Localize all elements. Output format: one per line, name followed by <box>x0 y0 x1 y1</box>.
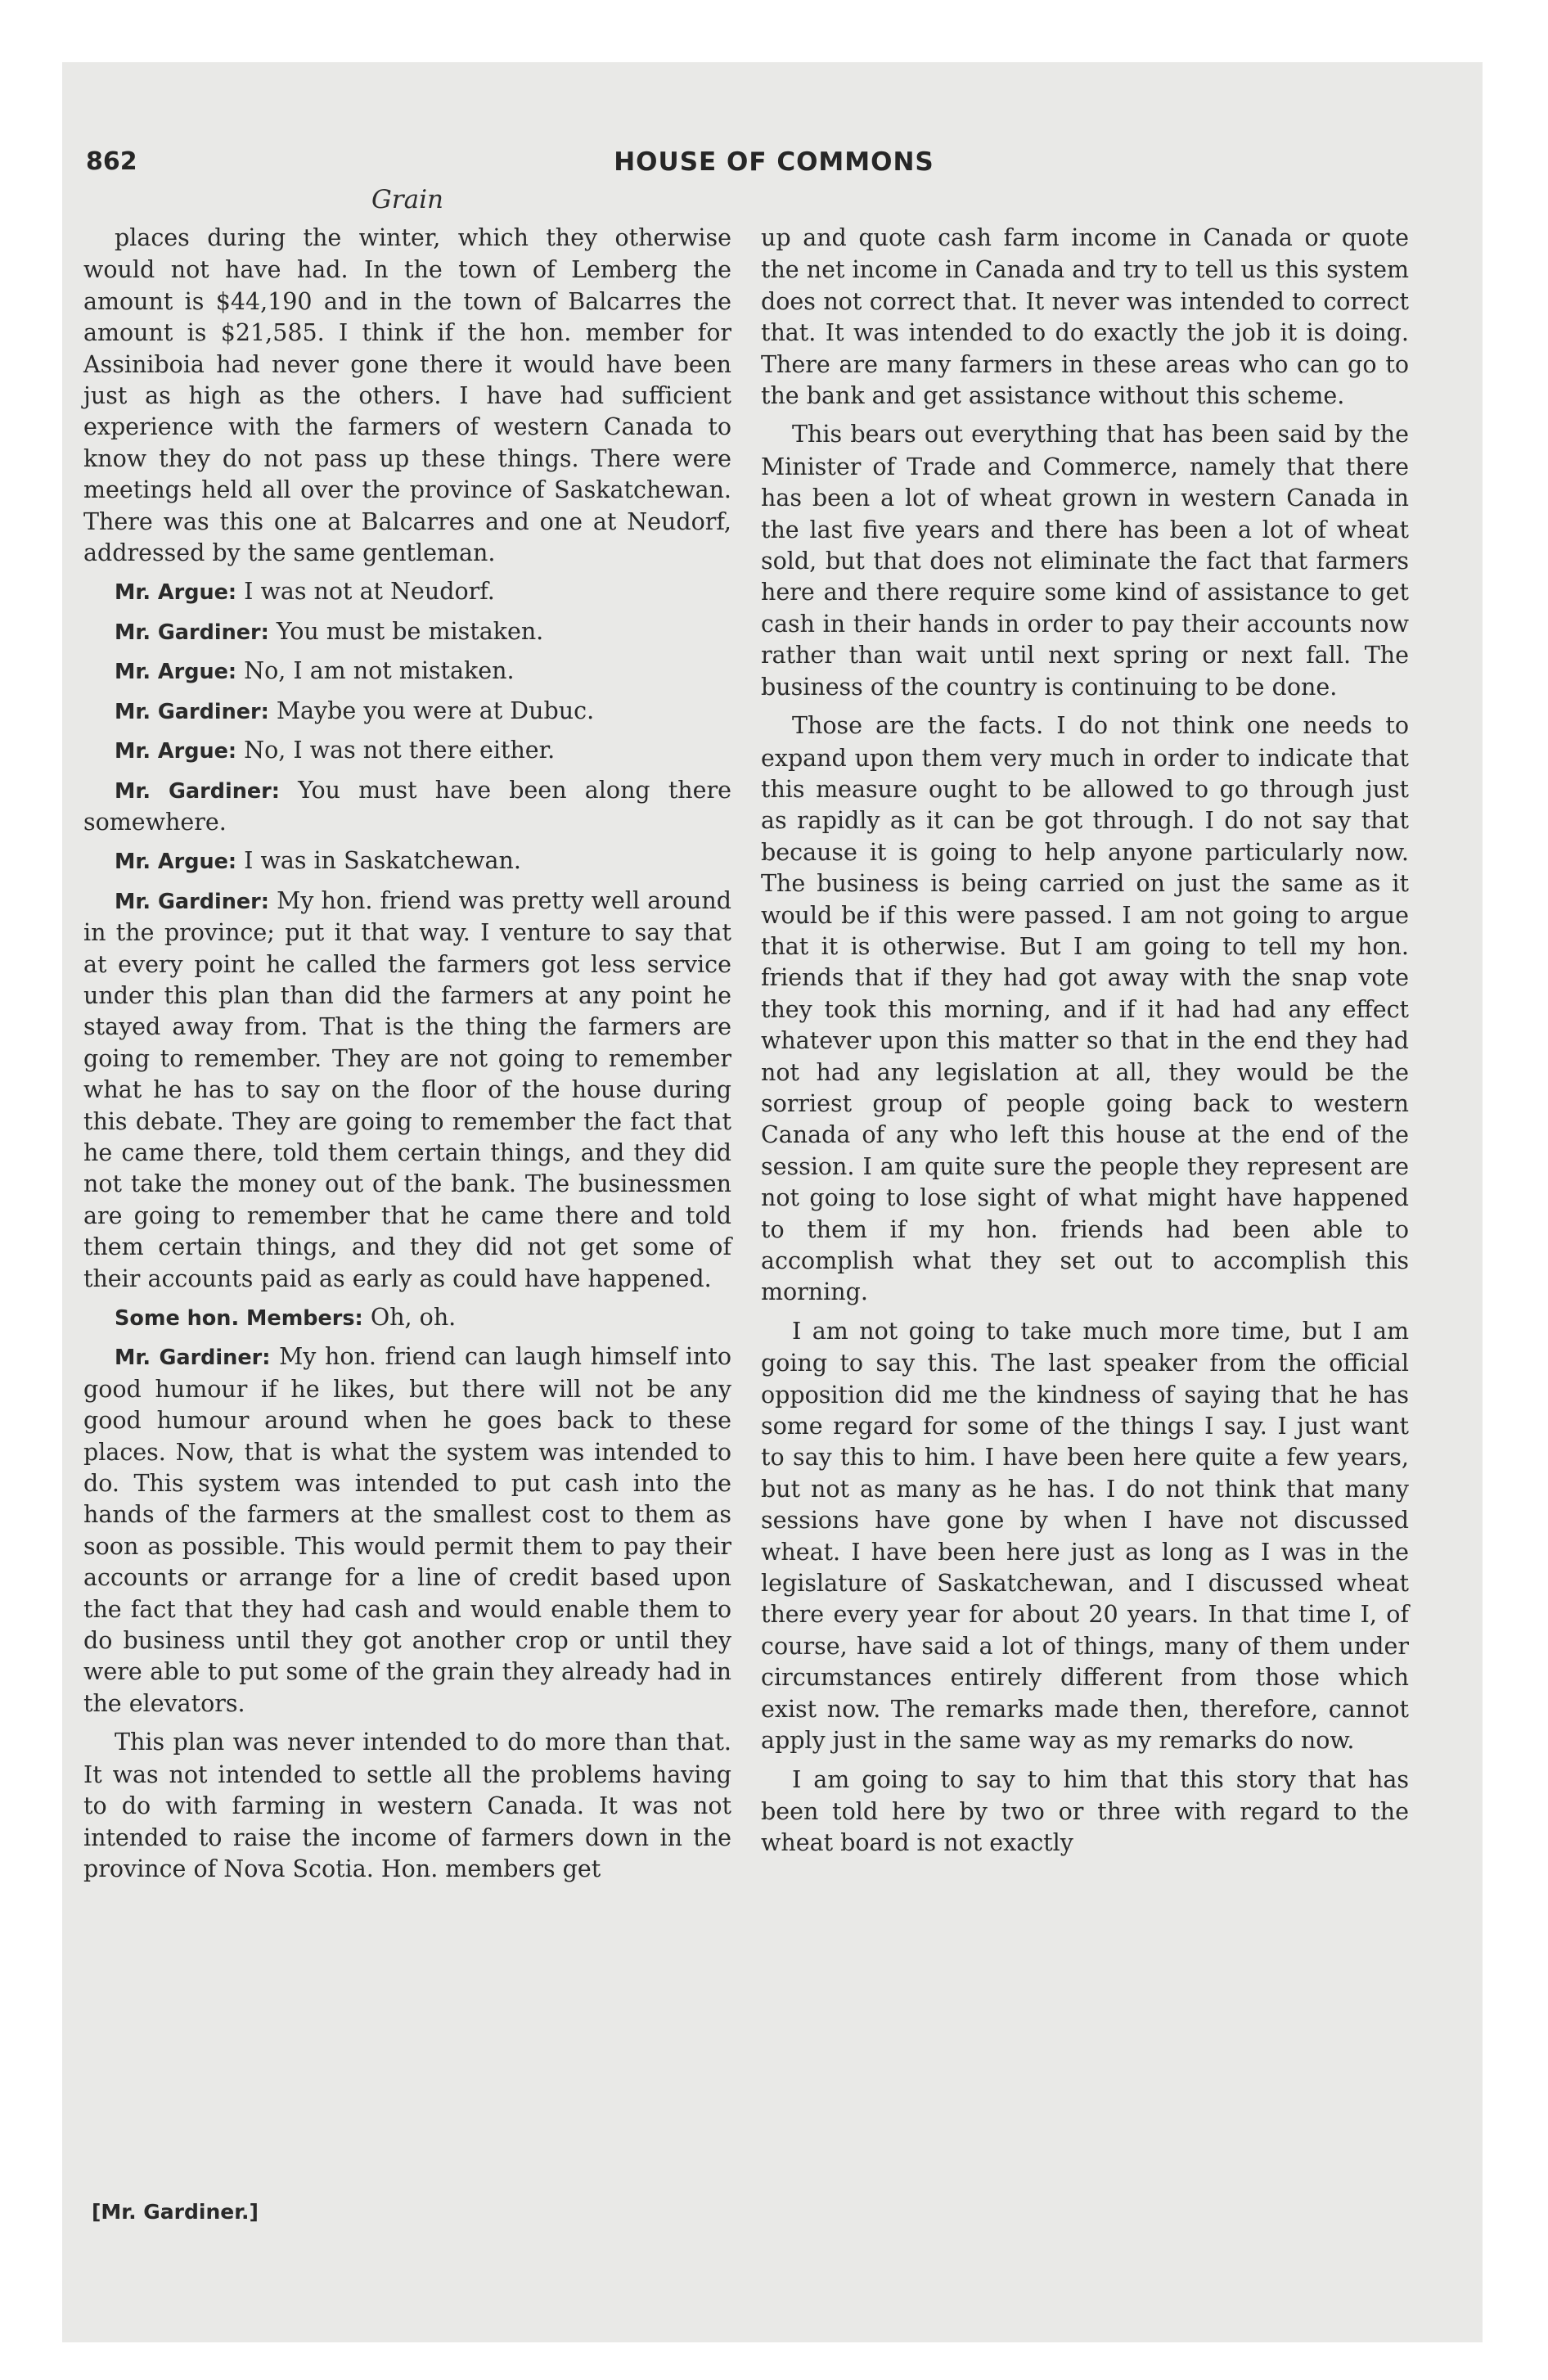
speaker-label: Mr. Gardiner: <box>115 778 280 804</box>
speaker-label: Mr. Argue: <box>115 739 237 764</box>
paragraph <box>761 710 1409 1309</box>
paragraph-text: No, I was not there either. <box>244 737 556 764</box>
right-column <box>761 223 1409 1867</box>
page-subject: Grain <box>371 185 443 214</box>
paragraph <box>83 616 731 648</box>
paragraph <box>83 1727 731 1885</box>
paragraph-text: My hon. friend was pretty well around in the province; put it that way. I venture to say that at every point he called the farmers got less service under this plan than did the farmers at any point he stayed away from. That is the thing the farmers are going to remember. They are not going to remember what he has to say on the floor of the house during this debate. They are going to remember the fact that he came there, told them certain things, and they did not take the money out of the bank. The businessmen are going to remember that he came there and told them certain things, and they did not get some of their accounts paid as early as could have happened. <box>83 886 732 1292</box>
paragraph-text: I was in Saskatchewan. <box>244 847 521 875</box>
page-number: 862 <box>86 147 137 176</box>
paragraph-text: This bears out everything that has been said by the Minister of Trade and Commerce, namely that there has been a lot of wheat grown in western Canada in the last five years and there has been a lot of wheat sold, but that does not eliminate the fact that farmers here and there require some kind of assistance to get cash in their hands in order to pay their accounts now rather than wait until next spring or next fall. The business of the country is continuing to be done. <box>761 421 1409 701</box>
paragraph-text: Those are the facts. I do not think one needs to expand upon them very much in order to indicate that this measure ought to be allowed to go through just as rapidly as it can be got through. I do not say that because it is going to help anyone particularly now. The business is being carried on just the same as it would be if this were passed. I am not going to argue that it is otherwise. But I am going to tell my hon. friends that if they had got away with the snap vote they took this morning, and if it had had any effect whatever upon this matter so that in the end they had not had any legislation at all, they would be the sorriest group of people going back to western Canada of any who left this house at the end of the session. I am quite sure the people they represent are not going to lose sight of what might have happened to them if my hon. friends had been able to accomplish what they set out to accomplish this morning. <box>761 712 1409 1306</box>
speaker-label: Mr. Argue: <box>115 850 237 875</box>
paragraph-text: Oh, oh. <box>370 1304 457 1331</box>
paragraph-text: This plan was never intended to do more than that. It was not intended to settle all the problems having to do with farming in western Canada. It was not intended to raise the income of farmers down in the province of Nova Scotia. Hon. members get <box>83 1729 731 1882</box>
paragraph <box>83 1302 731 1334</box>
paragraph-text: places during the winter, which they otherwise would not have had. In the town of Lemberg the amount is $44,190 and in the town of Balcarres the amount is $21,585. I think if the hon. member for Assiniboia had never gone there it would have been just as high as the others. I have had sufficient experience with the farmers of western Canada to know they do not pass up these things. There were meetings held all over the province of Saskatchewan. There was this one at Balcarres and one at Neudorf, addressed by the same gentleman. <box>83 224 731 567</box>
speaker-label: Some hon. Members: <box>115 1306 363 1331</box>
paragraph <box>83 656 731 687</box>
paragraph <box>761 1316 1409 1757</box>
paragraph-text: I was not at Neudorf. <box>244 578 495 606</box>
paragraph-text: Maybe you were at Dubuc. <box>276 696 595 724</box>
paragraph <box>761 419 1409 703</box>
speaker-label: Mr. Gardiner: <box>115 699 269 724</box>
paragraph <box>83 775 731 839</box>
paragraph <box>83 886 731 1295</box>
paragraph <box>83 223 731 569</box>
paragraph-text: I am going to say to him that this story that has been told here by two or three with regard to the wheat board is not exactly <box>761 1765 1409 1857</box>
speaker-label: Mr. Gardiner: <box>115 620 269 645</box>
speaker-label: Mr. Gardiner: <box>115 1346 271 1371</box>
paragraph <box>83 735 731 767</box>
paragraph-text: You must have been along there somewhere. <box>83 776 732 836</box>
paragraph-text: I am not going to take much more time, but I am going to say this. The last speaker from the official opposition did me the kindness of saying that he has some regard for some of the things I say. I just want to say this to him. I have been here quite a few years, but not as many as he has. I do not think that many sessions have gone by when I have not discussed wheat. I have been here just as long as I was in the legislature of Saskatchewan, and I discussed wheat there every year for about 20 years. In that time I, of course, have said a lot of things, many of them under circumstances entirely different from those which exist now. The remarks made then, therefore, cannot apply just in the same way as my remarks do now. <box>761 1317 1409 1755</box>
speaker-label: Mr. Gardiner: <box>115 889 269 914</box>
speaker-label: Mr. Argue: <box>115 580 237 606</box>
paragraph <box>83 696 731 728</box>
paragraph <box>761 223 1409 412</box>
paragraph <box>83 576 731 608</box>
paragraph-text: No, I am not mistaken. <box>244 657 515 685</box>
paragraph <box>83 845 731 877</box>
page-title: HOUSE OF COMMONS <box>614 147 934 177</box>
left-column <box>83 223 731 1892</box>
paragraph-text: You must be mistaken. <box>276 617 544 645</box>
speaker-label: Mr. Argue: <box>115 660 237 685</box>
footer-speaker-note: [Mr. Gardiner.] <box>92 2200 259 2224</box>
paragraph-text: up and quote cash farm income in Canada or quote the net income in Canada and try to tell us this system does not correct that. It never was intended to correct that. It was intended to do exactly the job it is doing. There are many farmers in these areas who can go to the bank and get assistance without this scheme. <box>761 224 1409 410</box>
paragraph <box>761 1765 1409 1859</box>
paragraph <box>83 1341 731 1720</box>
paragraph-text: My hon. friend can laugh himself into good humour if he likes, but there will not be any good humour around when he goes back to these places. Now, that is what the system was intended to do. This system was intended to put cash into the hands of the farmers at the smallest cost to them as soon as possible. This would permit them to pay their accounts or arrange for a line of credit based upon the fact that they had cash and would enable them to do business until they got another crop or until they were able to put some of the grain they already had in the elevators. <box>83 1343 732 1717</box>
